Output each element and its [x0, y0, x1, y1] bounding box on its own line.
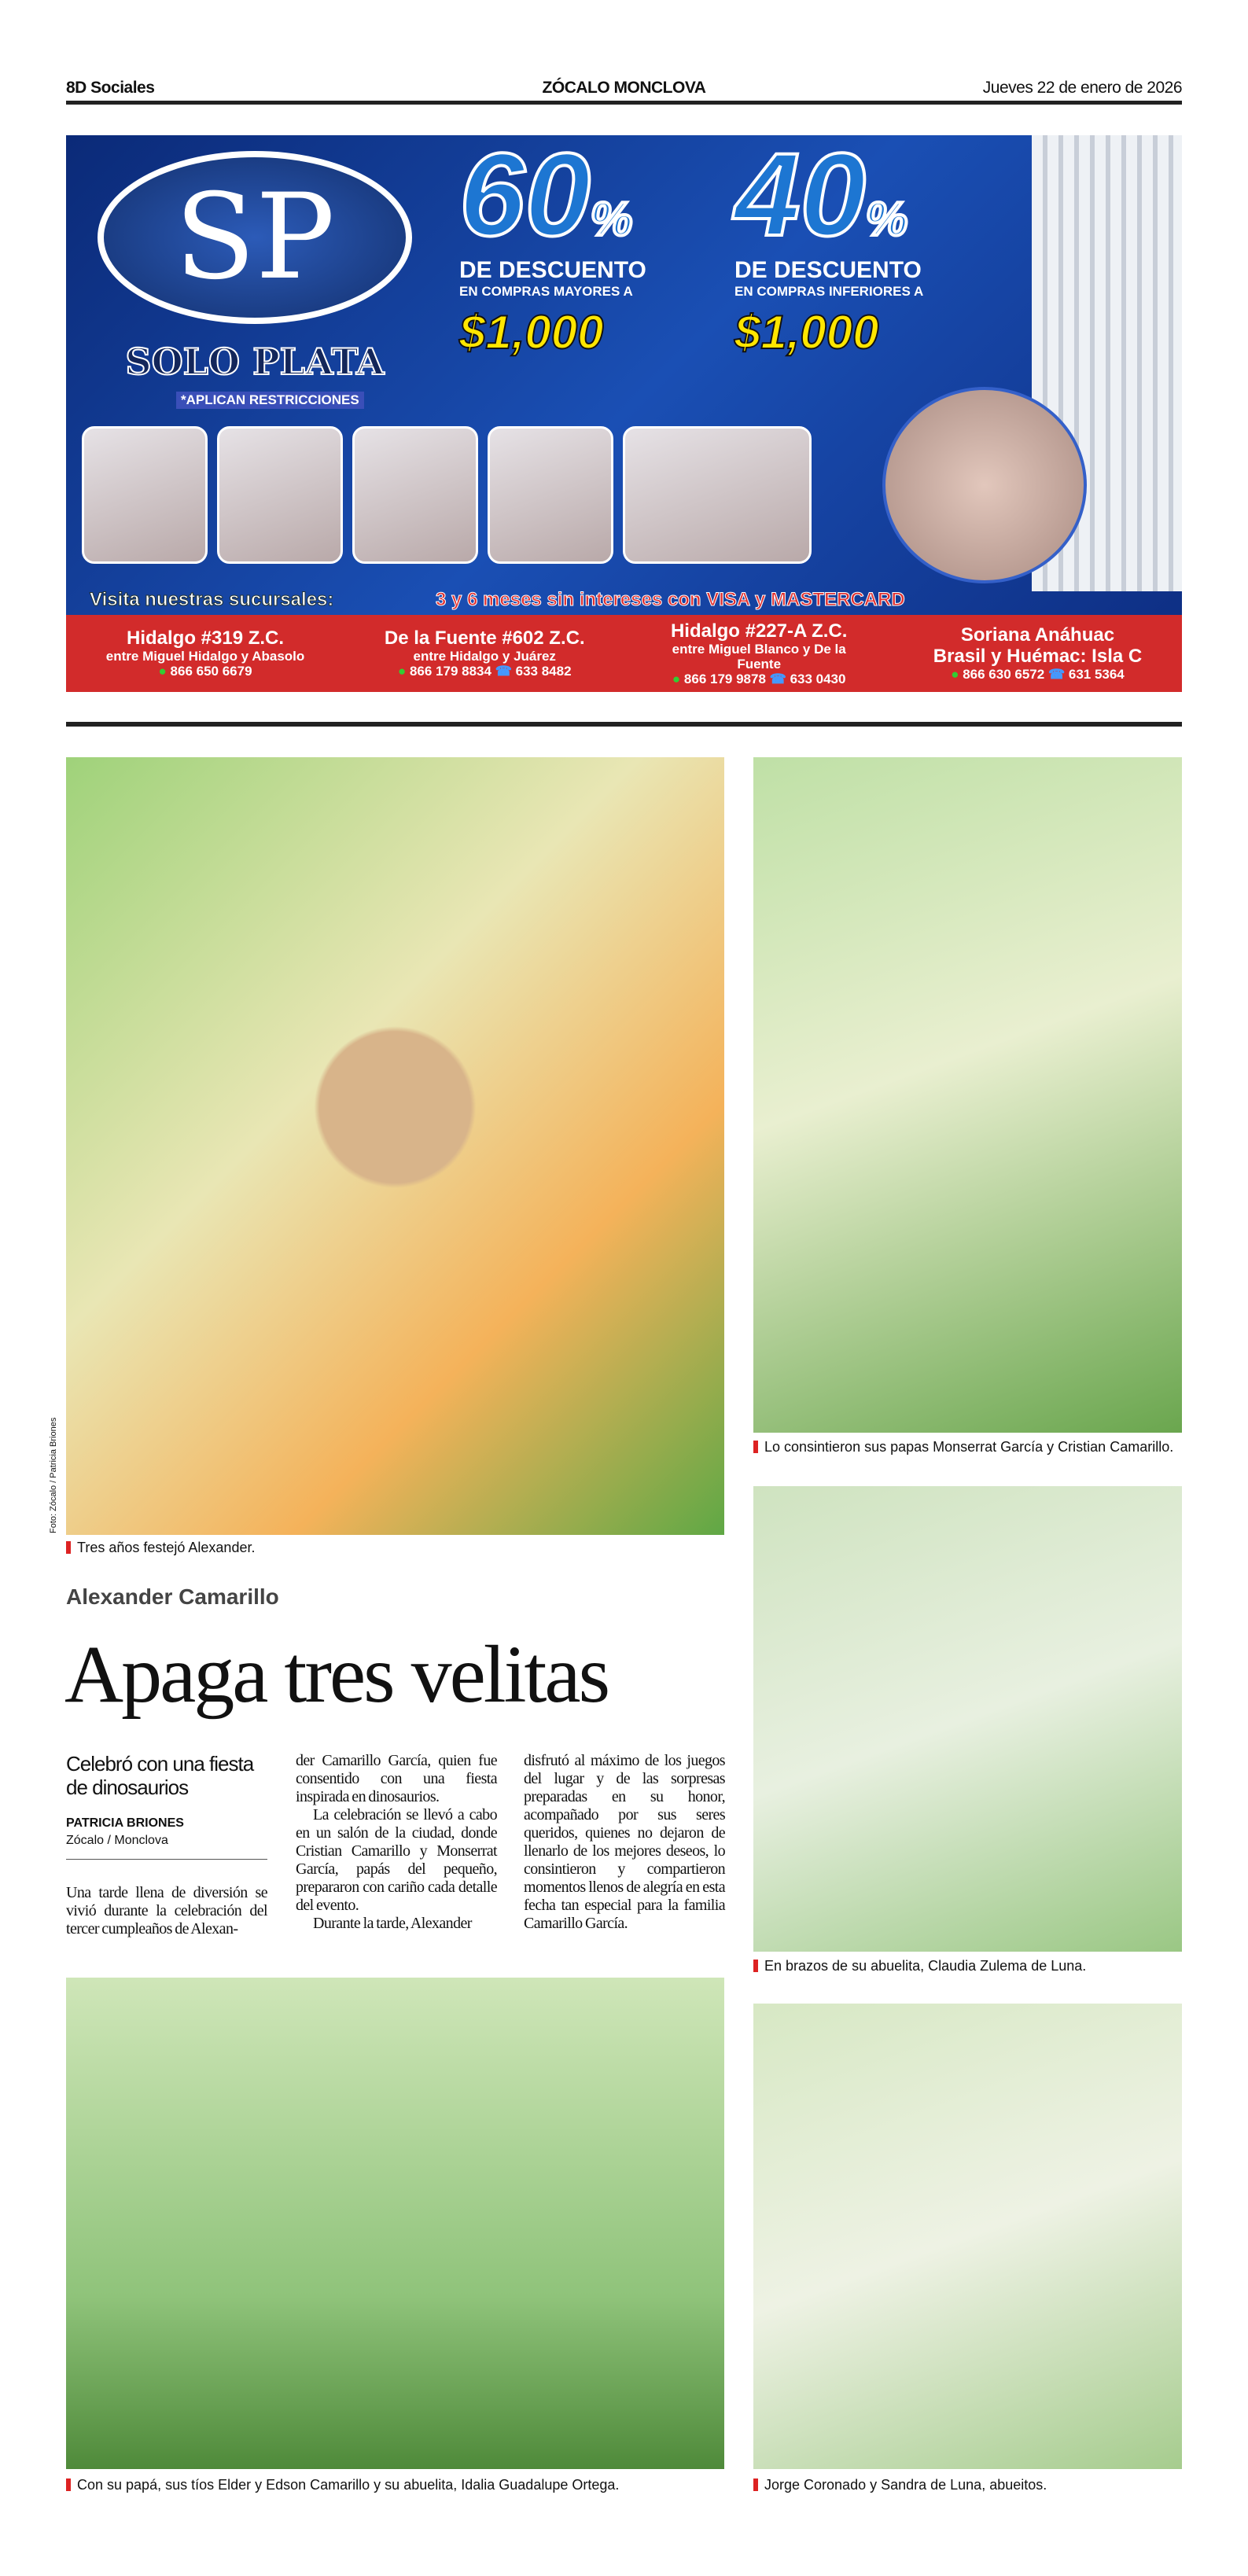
grandparents-caption: Jorge Coronado y Sandra de Luna, abueitos.	[753, 2477, 1047, 2493]
headline: Apaga tres velitas	[64, 1629, 609, 1720]
main-caption: Tres años festejó Alexander.	[66, 1540, 255, 1556]
parents-photo	[753, 757, 1182, 1433]
solo-plata-ad	[66, 135, 1182, 692]
branch-4: Soriana Anáhuac Brasil y Huémac: Isla C ● 866 630 6572 ☎ 631 5364	[933, 624, 1143, 682]
offer-60-desc: DE DESCUENTO EN COMPRAS MAYORES A	[459, 257, 646, 299]
jewelry-image	[217, 426, 343, 564]
family-photo	[66, 1978, 724, 2469]
ad-restrictions: *APLICAN RESTRICCIONES	[176, 392, 364, 409]
byline: PATRICIA BRIONES	[66, 1816, 184, 1830]
main-photo-alexander	[66, 757, 724, 1535]
grandma-photo	[753, 1486, 1182, 1952]
ad-logo: SP	[98, 151, 412, 324]
branches-band	[66, 615, 1182, 692]
ad-msi: 3 y 6 meses sin intereses con VISA y MASTERCARD	[436, 589, 905, 610]
jewelry-image	[623, 426, 812, 564]
whatsapp-icon: ●	[951, 667, 959, 682]
whatsapp-icon: ●	[158, 664, 167, 679]
photo-credit: Foto: Zócalo / Patricia Briones	[49, 1417, 58, 1533]
grandparents-photo	[753, 2004, 1182, 2469]
article-kicker: Alexander Camarillo	[66, 1584, 279, 1609]
body-col-2: der Camarillo García, quien fue consentido con una fiesta inspirada en dinosaurios. La celebración se llevó a cabo en un salón de la ciudad, donde Cristian Camarillo y Monserrat García, papás del pequeño, prepararon con cariño cada detalle del evento. Durante la tarde, Alexander	[296, 1752, 497, 1932]
offer-40-amount: $1,000	[734, 306, 879, 359]
byline-rule	[66, 1859, 267, 1860]
offer-60-amount: $1,000	[459, 306, 604, 359]
section-label: 8D Sociales	[66, 79, 155, 97]
parents-caption: Lo consintieron sus papas Monserrat García y Cristian Camarillo.	[753, 1439, 1173, 1455]
offer-40: 40%	[734, 135, 908, 260]
phone-icon: ☎	[1047, 667, 1066, 682]
body-col-1: Una tarde llena de diversión se vivió durante la celebración del tercer cumpleaños de Alexan-	[66, 1884, 267, 1938]
branch-3: Hidalgo #227-A Z.C. entre Miguel Blanco y De la Fuente ● 866 179 9878 ☎ 633 0430	[670, 620, 848, 686]
branch-2: De la Fuente #602 Z.C. entre Hidalgo y Juárez ● 866 179 8834 ☎ 633 8482	[384, 627, 585, 679]
jewelry-thumbnails	[82, 426, 812, 564]
phone-icon: ☎	[495, 664, 512, 679]
section-divider	[66, 722, 1182, 727]
newspaper-name: ZÓCALO MONCLOVA	[542, 79, 706, 97]
whatsapp-icon: ●	[672, 671, 681, 686]
dateline: Zócalo / Monclova	[66, 1834, 168, 1847]
ad-brand: SOLO PLATA	[125, 340, 385, 383]
phone-icon: ☎	[769, 671, 786, 686]
rings-image	[882, 387, 1087, 583]
branch-1: Hidalgo #319 Z.C. entre Miguel Hidalgo y Abasolo ● 866 650 6679	[105, 627, 305, 679]
deck: Celebró con una fiesta de dinosaurios	[66, 1752, 254, 1799]
jewelry-image	[82, 426, 208, 564]
grandma-caption: En brazos de su abuelita, Claudia Zulema de Luna.	[753, 1958, 1086, 1974]
body-col-3: disfrutó al máximo de los juegos del lugar y de las sorpresas preparadas en su honor, acompañado por sus seres queridos, quienes no dejaron de llenarlo de los mejores deseos, lo consintieron y compartieron momentos llenos de alegría en esta fecha tan especial para la familia Camarillo García.	[524, 1752, 725, 1932]
family-caption: Con su papá, sus tíos Elder y Edson Camarillo y su abuelita, Idalia Guadalupe Ortega.	[66, 2477, 619, 2493]
offer-60: 60%	[459, 135, 633, 260]
ad-visit: Visita nuestras sucursales:	[90, 589, 334, 610]
offer-40-desc: DE DESCUENTO EN COMPRAS INFERIORES A	[734, 257, 924, 299]
jewelry-image	[352, 426, 478, 564]
jewelry-image	[488, 426, 613, 564]
issue-date: Jueves 22 de enero de 2026	[982, 79, 1182, 97]
header-rule	[66, 101, 1182, 105]
whatsapp-icon: ●	[397, 664, 407, 679]
